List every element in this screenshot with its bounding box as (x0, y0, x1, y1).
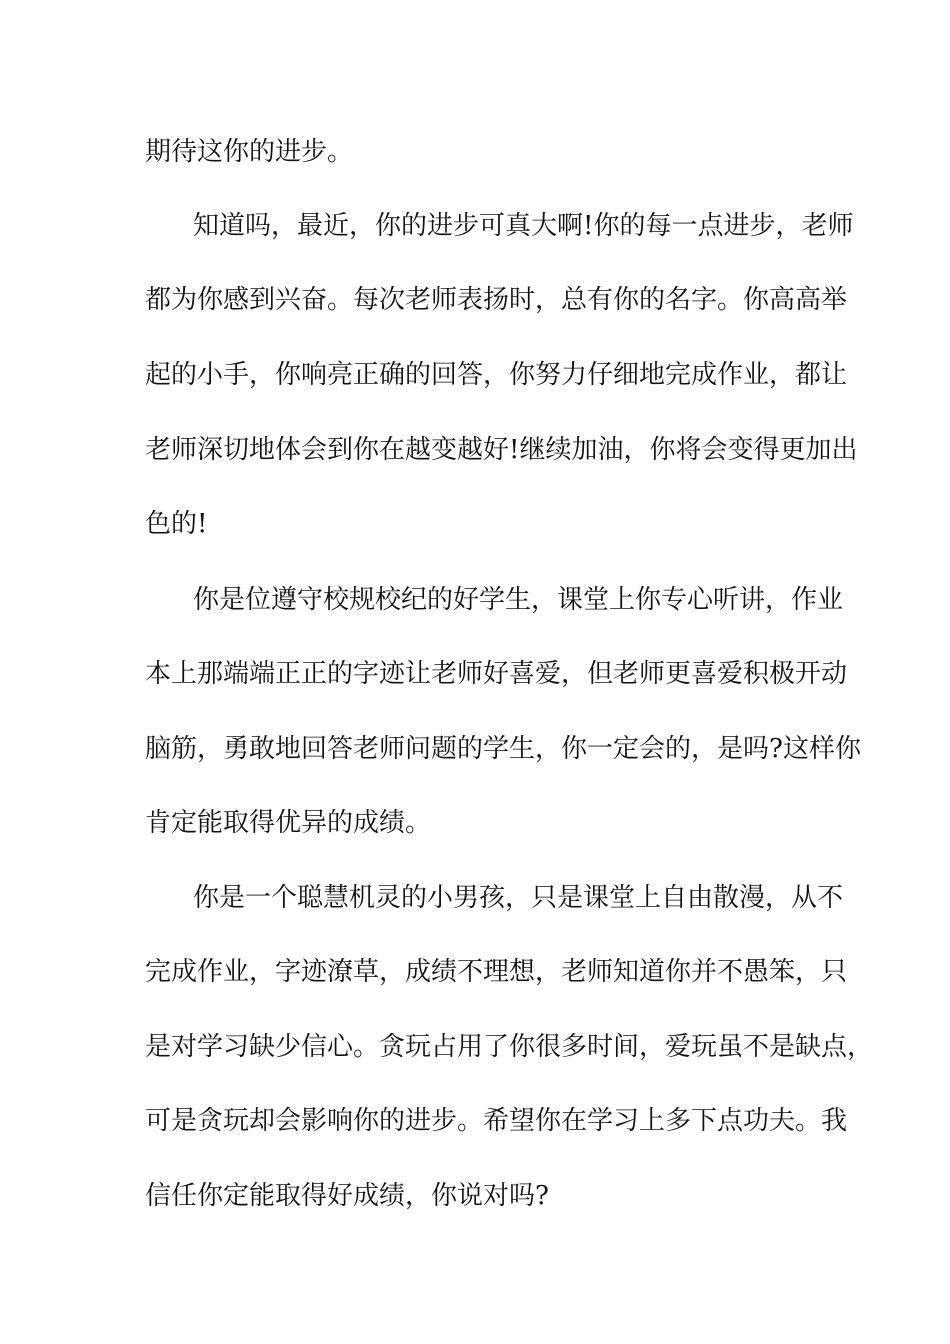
text-line: 肯定能取得优异的成绩。 (145, 808, 432, 838)
text-line: 脑筋，勇敢地回答老师问题的学生，你一定会的，是吗?这样你 (145, 734, 861, 764)
text-line: 信任你定能取得好成绩，你说对吗? (145, 1181, 549, 1211)
text-line: 色的! (145, 509, 208, 539)
text-line: 起的小手，你响亮正确的回答，你努力仔细地完成作业，都让 (145, 360, 848, 390)
text-line: 是对学习缺少信心。贪玩占用了你很多时间，爱玩虽不是缺点， (145, 1032, 874, 1062)
text-line: 本上那端端正正的字迹让老师好喜爱，但老师更喜爱积极开动 (145, 659, 848, 689)
paragraph-first-line: 你是位遵守校规校纪的好学生，课堂上你专心听讲，作业 (193, 585, 844, 615)
text-line: 期待这你的进步。 (145, 137, 354, 167)
text-line: 可是贪玩却会影响你的进步。希望你在学习上多下点功夫。我 (145, 1106, 848, 1136)
paragraph-first-line: 知道吗，最近，你的进步可真大啊!你的每一点进步，老师 (193, 211, 854, 241)
paragraph-first-line: 你是一个聪慧机灵的小男孩，只是课堂上自由散漫，从不 (193, 883, 844, 913)
text-line: 老师深切地体会到你在越变越好!继续加油，你将会变得更加出 (145, 435, 858, 465)
text-line: 都为你感到兴奋。每次老师表扬时，总有你的名字。你高高举 (145, 285, 848, 315)
text-line: 完成作业，字迹潦草，成绩不理想，老师知道你并不愚笨，只 (145, 957, 848, 987)
